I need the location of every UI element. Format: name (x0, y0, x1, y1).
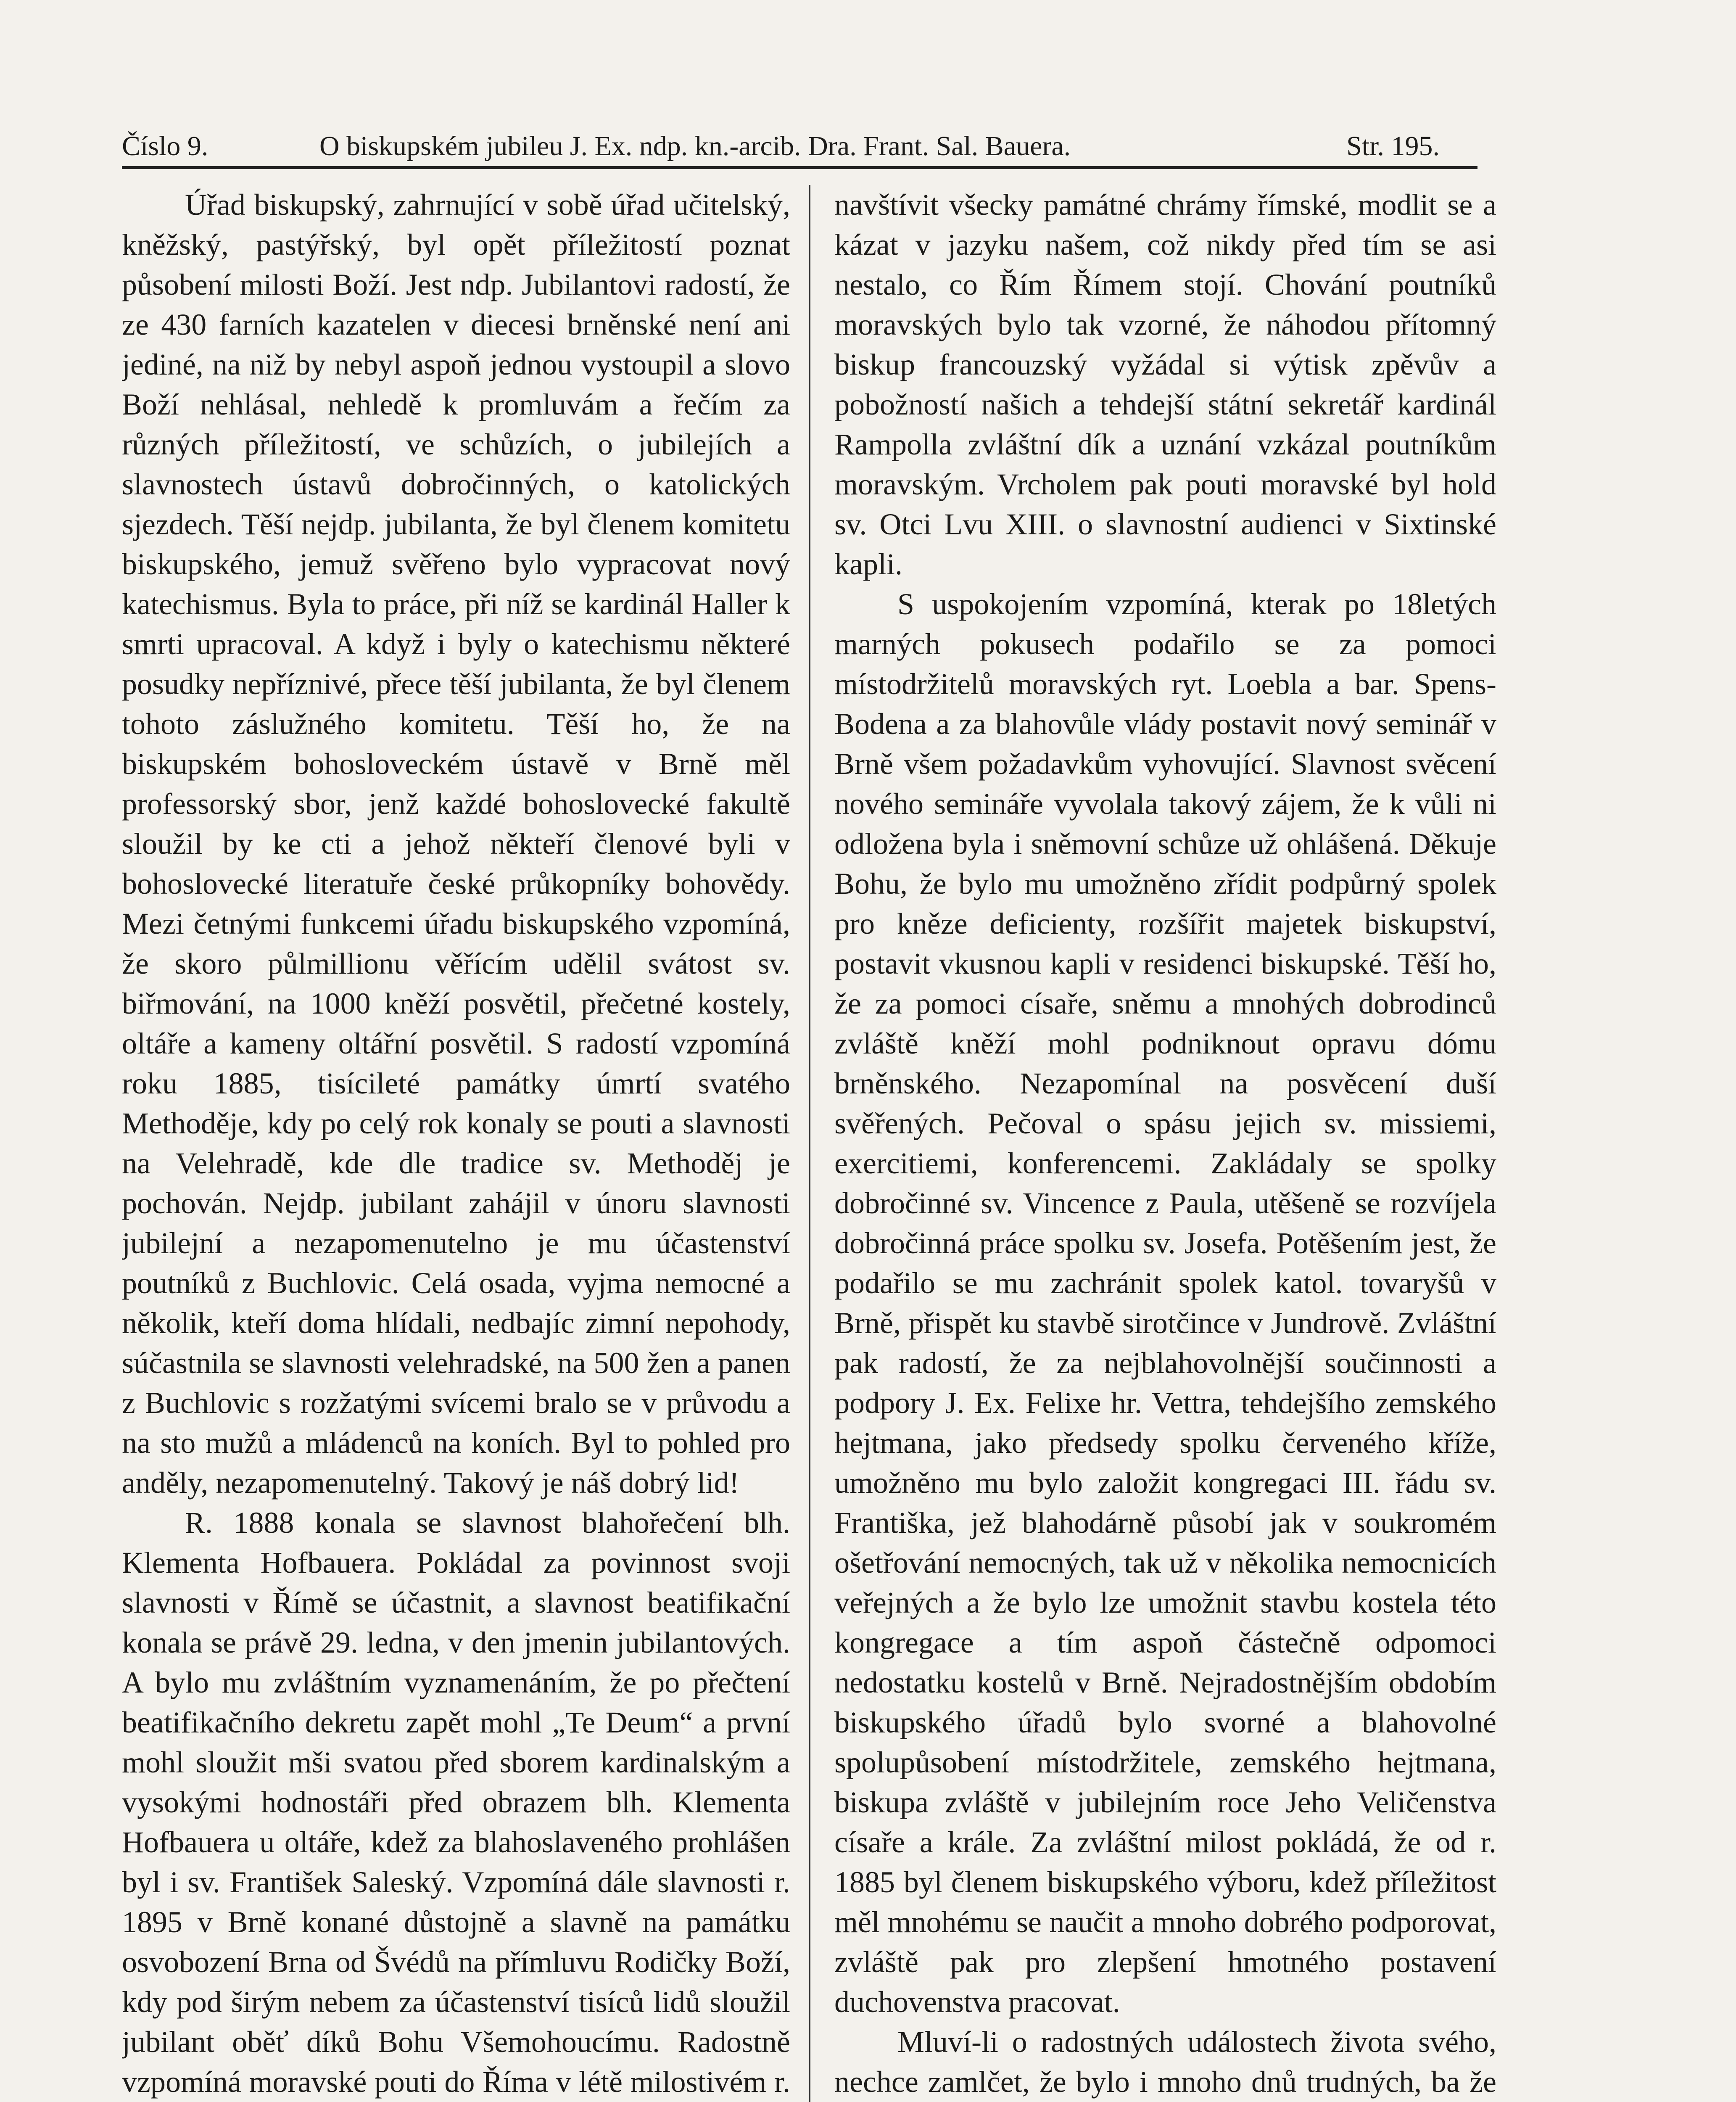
column-divider (809, 185, 810, 2102)
paragraph: Mluví-li o radostných událostech života svého, nechce zamlčet, že bylo i mnoho dnů trudných, ba že (834, 2025, 1496, 2099)
paragraph: Úřad biskupský, zahrnující v sobě úřad učitelský, kněžský, pastýřský, byl opět příležitostí poznat působení milosti Boží. Jest ndp. Jubilantovi radostí, že ze 430 farních kazatelen v diecesi brněnské není ani jediné, na niž by nebyl aspoň jednou vystoupil a slovo Boží nehlásal, nehledě k promluvám a řečím za různých příležitostí, ve schůzích, o jubilejích a slavnostech ústavů dobročinných, o katolických sjezdech. Těší nejdp. jubilanta, že byl členem komitetu biskupského, jemuž svěřeno bylo vypracovat nový katechismus. Byla to práce, při níž se kardinál Haller k smrti upracoval. A když i byly o katechismu některé posudky nepříznivé, přece těší jubilanta, že byl členem tohoto záslužného komitetu. Těší ho, že na biskupském bohosloveckém ústavě v Brně měl professorský sbor, jenž každé bohoslovecké fakultě sloužil by ke cti a jehož někteří členové byli v bohoslovecké literatuře české průkopníky bohovědy. Mezi četnými funkcemi úřadu biskupského vzpomíná, že skoro půlmillionu věřícím udělil svátost sv. biřmování, na 1000 kněží posvětil, přečetné kostely, oltáře a kameny oltářní posvětil. S radostí vzpomíná roku 1885, tisícileté památky úmrtí svatého Methoděje, kdy po celý rok konaly se pouti a slavnosti na Velehradě, kde dle tradice sv. Methoděj je pochován. Nejdp. jubilant zahájil v únoru slavnosti jubilejní a nezapomenutelno je mu účastenství poutníků z Buchlovic. Celá osada, vyjma nemocné a několik, kteří doma hlídali, nedbajíc zimní nepohody, súčastnila se slavnosti velehradské, na 500 žen a panen z Buchlovic s rozžatými svícemi bralo se v průvodu a na sto mužů a mládenců na koních. Byl to pohled pro anděly, nezapomenutelný. Takový je náš dobrý lid! (122, 188, 790, 1500)
left-column (122, 185, 790, 2102)
paragraph: S uspokojením vzpomíná, kterak po 18letých marných pokusech podařilo se za pomoci místodržitelů moravských ryt. Loebla a bar. Spens-Bodena a za blahovůle vlády postavit nový seminář v Brně všem požadavkům vyhovující. Slavnost svěcení nového semináře vyvolala takový zájem, že k vůli ni odložena byla i sněmovní schůze už ohlášená. Děkuje Bohu, že bylo mu umožněno zřídit podpůrný spolek pro kněze deficienty, rozšířit majetek biskupství, postavit vkusnou kapli v residenci biskupské. Těší ho, že za pomoci císaře, sněmu a mnohých dobrodinců zvláště kněží mohl podniknout opravu dómu brněnského. Nezapomínal na posvěcení duší svěřených. Pečoval o spásu jejich sv. missiemi, exercitiemi, konferencemi. Zakládaly se spolky dobročinné sv. Vincence z Paula, utěšeně se rozvíjela dobročinná práce spolku sv. Josefa. Potěšením jest, že podařilo se mu zachránit spolek katol. tovaryšů v Brně, přispět ku stavbě sirotčince v Jundrově. Zvláštní pak radostí, že za nejblahovolnější součinnosti a podpory J. Ex. Felixe hr. Vettra, tehdejšího zemského hejtmana, jako předsedy spolku červeného kříže, umožněno mu bylo založit kongregaci III. řádu sv. Františka, jež blahodárně působí jak v soukromém ošetřování nemocných, tak už v několika nemocnicích veřejných a že bylo lze umožnit stavbu kostela této kongregace a tím aspoň částečně odpomoci nedostatku kostelů v Brně. Nejradostnějším obdobím biskupského úřadů bylo svorné a blahovolné spolupůsobení místodržitele, zemského hejtmana, biskupa zvláště v jubilejním roce Jeho Veličenstva císaře a krále. Za zvláštní milost pokládá, že od r. 1885 byl členem biskupského výboru, kdež příležitost měl mnohému se naučit a mnoho dobrého podporovat, zvláště pak pro zlepšení hmotného postavení duchovenstva pracovat. (834, 587, 1496, 2019)
paragraph-continued: navštívit všecky památné chrámy římské, modlit se a kázat v jazyku našem, což nikdy před tím se asi nestalo, co Řím Římem stojí. Chování poutníků moravských bylo tak vzorné, že náhodou přítomný biskup francouzský vyžádal si výtisk zpěvův a pobožností našich a tehdejší státní sekretář kardinál Rampolla zvláštní dík a uznání vzkázal poutníkům moravským. Vrcholem pak pouti moravské byl hold sv. Otci Lvu XIII. o slavnostní audienci v Sixtinské kapli. (834, 188, 1496, 581)
page-number: Str. 195. (1346, 131, 1440, 161)
running-header (122, 126, 1477, 169)
paragraph: R. 1888 konala se slavnost blahořečení blh. Klementa Hofbauera. Pokládal za povinnost svoji slavnosti v Římě se účastnit, a slavnost beatifikační konala se právě 29. ledna, v den jmenin jubilantových. A bylo mu zvláštním vyznamenáním, že po přečtení beatifikačního dekretu zapět mohl „Te Deum“ a první mohl sloužit mši svatou před sborem kardinalským a vysokými hodnostáři před obrazem blh. Klementa Hofbauera u oltáře, kdež za blahoslaveného prohlášen byl i sv. František Saleský. Vzpomíná dále slavnosti r. 1895 v Brně konané důstojně a slavně na památku osvobození Brna od Švédů na přímluvu Rodičky Boží, kdy pod širým nebem za účastenství tisíců lidů sloužil jubilant oběť díků Bohu Všemohoucímu. Radostně vzpomíná moravské pouti do Říma v létě milostivém r. (122, 1506, 790, 2099)
right-column (834, 185, 1496, 2102)
issue-number: Číslo 9. (122, 131, 208, 161)
running-title: O biskupském jubileu J. Ex. ndp. kn.-arcib. Dra. Frant. Sal. Bauera. (319, 131, 1071, 161)
